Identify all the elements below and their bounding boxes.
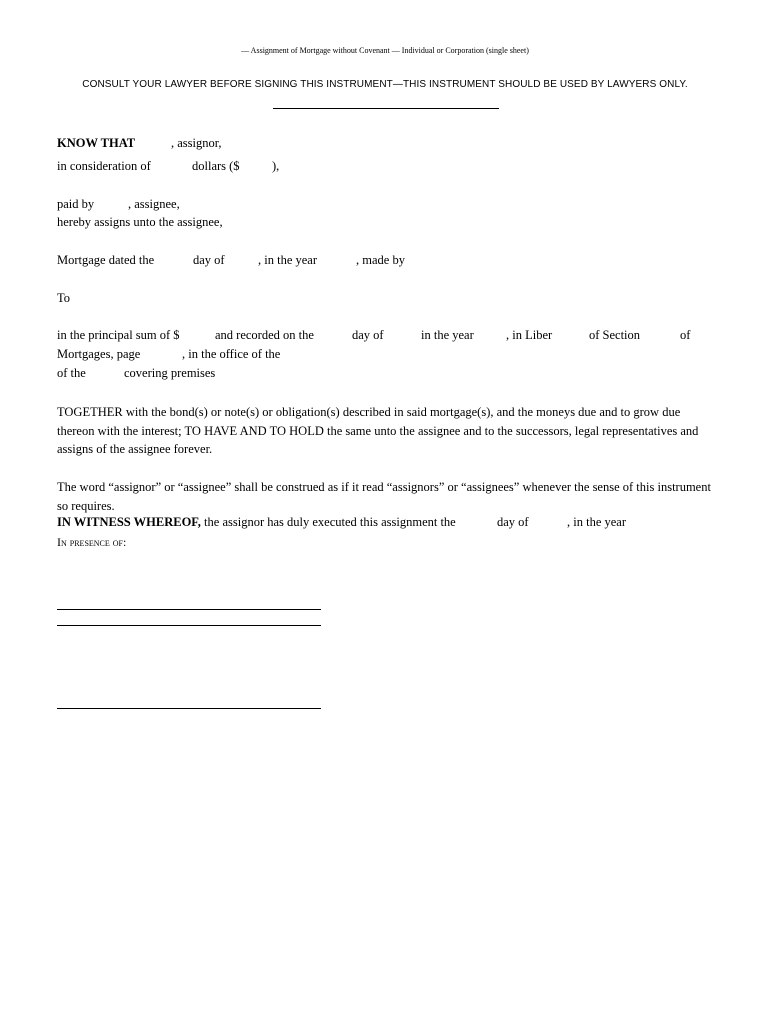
principal-sum-label: in the principal sum of $ (57, 328, 180, 342)
in-the-year-label-1: , in the year (258, 253, 318, 267)
liber-label: , in Liber (506, 328, 553, 342)
of-label: of (680, 328, 691, 342)
signature-line-2 (57, 625, 321, 626)
in-witness-whereof: IN WITNESS WHEREOF, (57, 515, 201, 529)
mortgage-dated-label: Mortgage dated the (57, 253, 155, 267)
together-paragraph: TOGETHER with the bond(s) or note(s) or obligation(s) described in said mortgage(s), and the moneys due and to grow due thereon with the interest; TO HAVE AND TO HOLD the same unto the assignee and to the successors, legal representatives and assigns of the assignee forever. (57, 405, 699, 456)
covering-premises-label: covering premises (124, 366, 216, 380)
in-the-year-label-2: in the year (421, 328, 474, 342)
day-of-label-1: day of (193, 253, 225, 267)
day-of-label-3: day of (497, 515, 529, 529)
lawyer-warning: CONSULT YOUR LAWYER BEFORE SIGNING THIS INSTRUMENT—THIS INSTRUMENT SHOULD BE USED BY LAWYERS ONLY. (82, 79, 688, 90)
assignee-label: , assignee, (128, 197, 180, 211)
assignor-label: , assignor, (171, 136, 222, 150)
paid-by-label: paid by (57, 197, 95, 211)
witness-line (57, 515, 456, 530)
hereby-assigns: hereby assigns unto the assignee, (57, 215, 223, 229)
signature-line-3 (57, 708, 321, 709)
header-rule (273, 108, 499, 109)
mortgages-page-label: Mortgages, page (57, 347, 141, 361)
to-label: To (57, 291, 71, 305)
in-the-year-label-3: , in the year (567, 515, 627, 529)
day-of-label-2: day of (352, 328, 384, 342)
signature-line-1 (57, 609, 321, 610)
witness-text: the assignor has duly executed this assignment the (200, 515, 456, 529)
office-of-label: , in the office of the (182, 347, 281, 361)
know-that-label: KNOW THAT (57, 136, 136, 150)
section-label: of Section (589, 328, 641, 342)
form-title: — Assignment of Mortgage without Covenant — Individual or Corporation (single sheet) (241, 46, 529, 55)
in-presence-of-label: In presence of: (57, 535, 127, 549)
recorded-on-label: and recorded on the (215, 328, 314, 342)
consideration-label: in consideration of (57, 159, 151, 173)
of-the-label: of the (57, 366, 86, 380)
word-construction-paragraph: The word “assignor” or “assignee” shall be construed as if it read “assignors” or “assignees” whenever the sense of this instrument so requires. (57, 480, 711, 513)
dollars-close: ), (272, 159, 280, 173)
made-by-label: , made by (356, 253, 405, 267)
dollars-label: dollars ($ (192, 159, 240, 173)
